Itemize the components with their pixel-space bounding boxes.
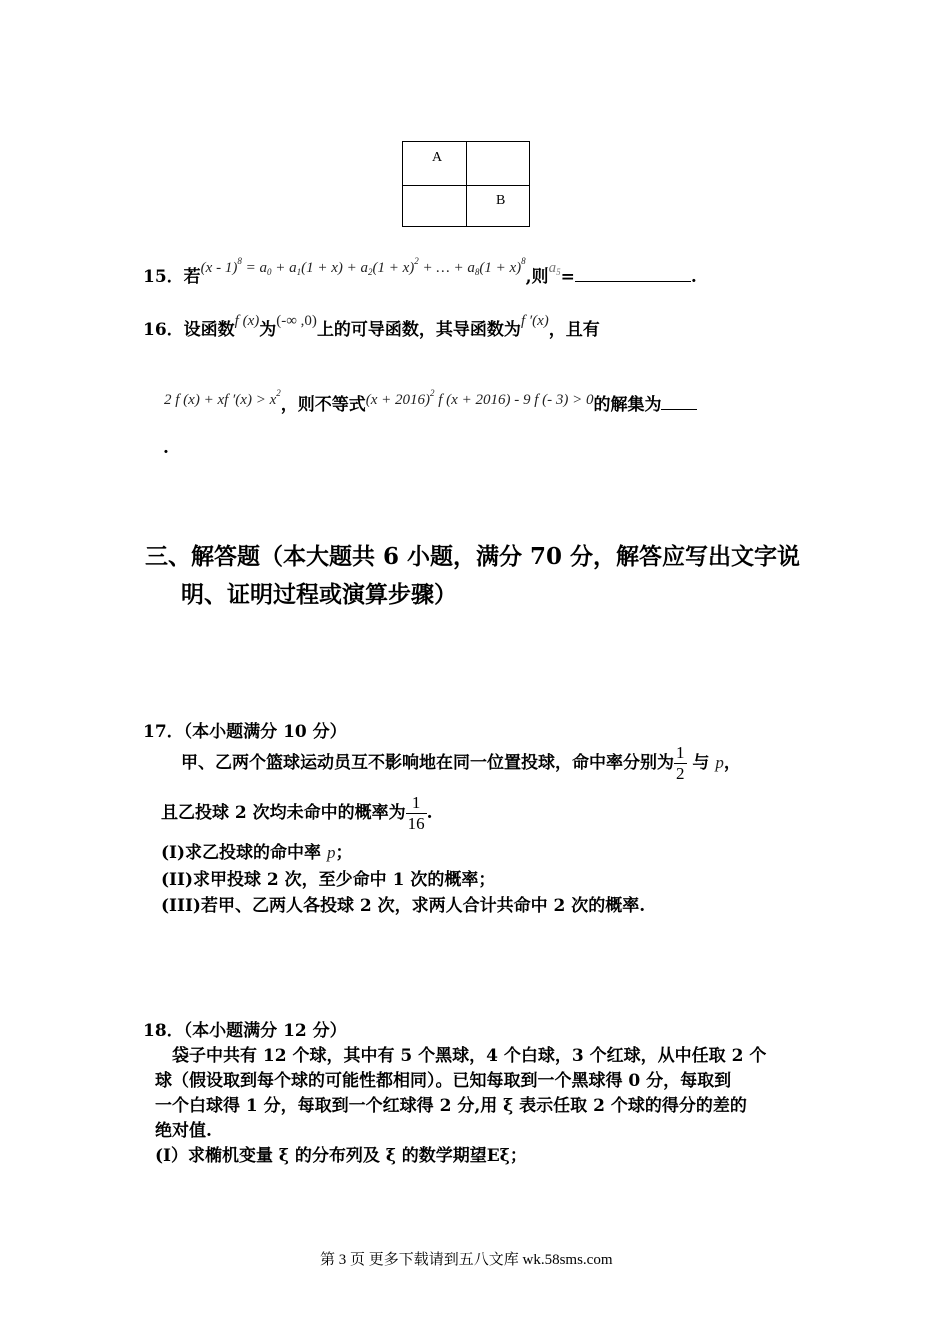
question-15 [143,256,697,287]
q17-header: 17．（本小题满分 10 分） [143,722,347,742]
q16-fprime: f ′(x) [520,313,549,329]
grid-cell-b: B [496,193,506,208]
q18-line4: 绝对值. [155,1121,212,1141]
q16-inequality-1: 2 f (x) + xf $'(x) > x^2$ [164,388,281,408]
q17-text2: 且乙投球 2 次均未命中的概率为 $\frac{1}{16}$ . [161,793,433,833]
q16-number: 16．设函数 [143,320,235,340]
section-3-heading-line2: 明、证明过程或演算步骤） [181,581,457,608]
q16-domain: (-∞ ,0) [276,313,317,329]
q16-text4: 的解集为 [593,395,662,415]
q18-line3: 一个白球得 1 分，每取到一个红球得 2 分,用 ξ 表示任取 2 个球的得分的差的 [155,1096,747,1116]
q16-answer-blank[interactable] [661,393,697,410]
grid-cell-a: A [432,150,443,165]
q17-part1: (I)求乙投球的命中率 p； [161,843,353,863]
q16-text1: 上的可导函数，其导函数为 [316,320,521,340]
grid-figure [402,141,530,227]
q16-text3: ，则不等式 [280,395,366,415]
q15-then: ,则 [525,267,549,287]
q18-line2: 球（假设取到每个球的可能性都相同）。已知每取到一个黑球得 0 分，每取到 [155,1071,732,1091]
grid-divider-horizontal [403,185,529,186]
q15-answer-blank[interactable] [575,265,691,282]
page-footer: 第 3 页 更多下载请到五八文库 wk.58sms.com [320,1252,613,1268]
q17-fraction-half: $\frac{1}{2}$ [676,743,685,783]
question-16 [143,313,600,340]
q16-fx: f (x) [234,313,260,329]
q15-lhs: $(x - 1)^8 = a_0 + a_1(1 + x) + a_2(1 + x)^2$ + … + $a_8(1 + x)^8$ [200,256,526,277]
q17-p: p [715,753,724,772]
q16-dot: . [163,438,169,458]
q16-is: 为 [259,320,277,340]
q16-text2: ，且有 [548,320,600,340]
q15-end: . [690,267,697,287]
question-16-line2 [164,388,697,415]
q15-equals: = [560,267,575,287]
q17-text1: 甲、乙两个篮球运动员互不影响地在同一位置投球，命中率分别为 $\frac{1}{2}$ 与 p， [181,743,741,783]
q18-part1: (I）求椭机变量 ξ 的分布列及 ξ 的数学期望Eξ； [155,1146,527,1166]
q18-header: 18．（本小题满分 12 分） [143,1021,347,1041]
q15-number: 15．若 [143,267,201,287]
section-3-heading: 三、解答题（本大题共 6 小题，满分 70 分，解答应写出文字说 [145,543,801,570]
q16-inequality-2: $(x + 2016)^2$ f (x + 2016) - 9 f (- 3) > 0 [365,388,594,408]
q18-line1: 袋子中共有 12 个球，其中有 5 个黑球，4 个白球，3 个红球，从中任取 2 个 [172,1046,767,1066]
grid-divider-vertical [466,142,467,226]
q15-a5: $a_5$ [548,260,561,277]
q17-part3: (III)若甲、乙两人各投球 2 次，求两人合计共命中 2 次的概率. [161,896,646,916]
q17-fraction-sixteenth: $\frac{1}{16}$ [407,793,425,833]
q17-part2: (II)求甲投球 2 次，至少命中 1 次的概率； [161,870,496,890]
